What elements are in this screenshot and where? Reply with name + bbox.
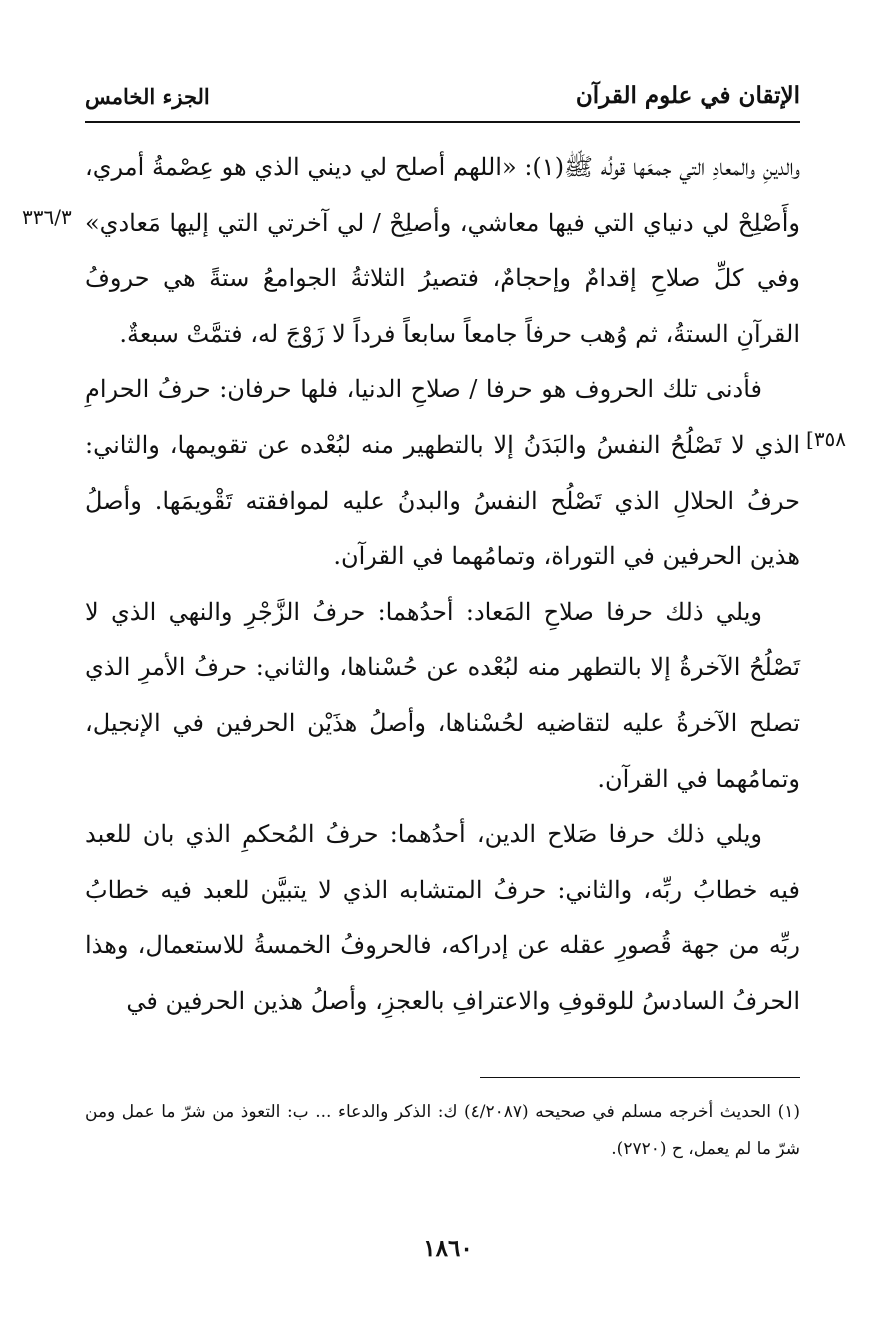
margin-reference-number: [٣٥٨ bbox=[806, 427, 847, 451]
footnote-divider bbox=[480, 1077, 800, 1078]
paragraph: ويلي ذلك حرفا صَلاح الدين، أحدُهما: حرفُ المُحكمِ الذي بان للعبد فيه خطابُ ربِّه، والثاني: حرفُ المتشابه الذي لا يتبيَّن للعبد فيه خطابُ ربِّه من جهة قُصورِ عقله عن إدراكه، فالحروفُ الخمسةُ للاستعمال، وهذا الحرفُ السادسُ للوقوفِ والاعترافِ بالعجزِ، وأصلُ هذين الحرفين في bbox=[85, 820, 800, 1015]
footnote: (١) الحديث أخرجه مسلم في صحيحه (٤/٢٠٨٧) ك: الذكر والدعاء ... ب: التعوذ من شرّ ما عمل ومن شرّ ما لم يعمل، ح (٢٧٢٠). bbox=[85, 1102, 800, 1159]
book-title: الإتقان في علوم القرآن bbox=[575, 82, 800, 109]
margin-reference-volume-page: ٣٣٦/٣ bbox=[22, 205, 72, 229]
footnotes bbox=[85, 1094, 800, 1168]
volume-label: الجزء الخامس bbox=[85, 84, 210, 109]
paragraph: فأدنى تلك الحروف هو حرفا / صلاحِ الدنيا، فلها حرفان: حرفُ الحرامِ الذي لا تَصْلُحُ النفسُ والبَدَنُ إلا بالتطهير منه لبُعْده عن تقويمها، والثاني: حرفُ الحلالِ الذي تَصْلُح النفسُ والبدنُ عليه لموافقته تَقْويمَها. وأصلُ هذين الحرفين في التوراة، وتمامُهما في القرآن. bbox=[85, 375, 800, 571]
header-divider bbox=[85, 121, 800, 123]
paragraph: والدينِ والمعادِ التي جمعَها قولُه ﷺ(١): «اللهم أصلح لي ديني الذي هو عِصْمةُ أمري، وأَصْلِحْ لي دنياي التي فيها معاشي، وأصلِحْ / لي آخرتي التي إليها مَعادي» وفي كلِّ صلاحِ إقدامٌ وإحجامٌ، فتصيرُ الثلاثةُ الجوامعُ ستةً هي حروفُ القرآنِ الستةُ، ثم وُهب حرفاً جامعاً سابعاً فرداً لا زَوْجَ له، فتمَّتْ سبعةٌ. bbox=[85, 153, 800, 348]
running-header bbox=[85, 78, 800, 122]
paragraph: ويلي ذلك حرفا صلاحِ المَعاد: أحدُهما: حرفُ الزَّجْرِ والنهي الذي لا تَصْلُحُ الآخرةُ إلا بالتطهر منه لبُعْده عن حُسْناها، والثاني: حرفُ الأمرِ الذي تصلح الآخرةُ عليه لتقاضيه لحُسْناها، وأصلُ هذَيْن الحرفين في الإنجيل، وتمامُهما في القرآن. bbox=[85, 597, 800, 793]
page-number: ١٨٦٠ bbox=[423, 1235, 473, 1262]
main-text bbox=[85, 140, 800, 1030]
